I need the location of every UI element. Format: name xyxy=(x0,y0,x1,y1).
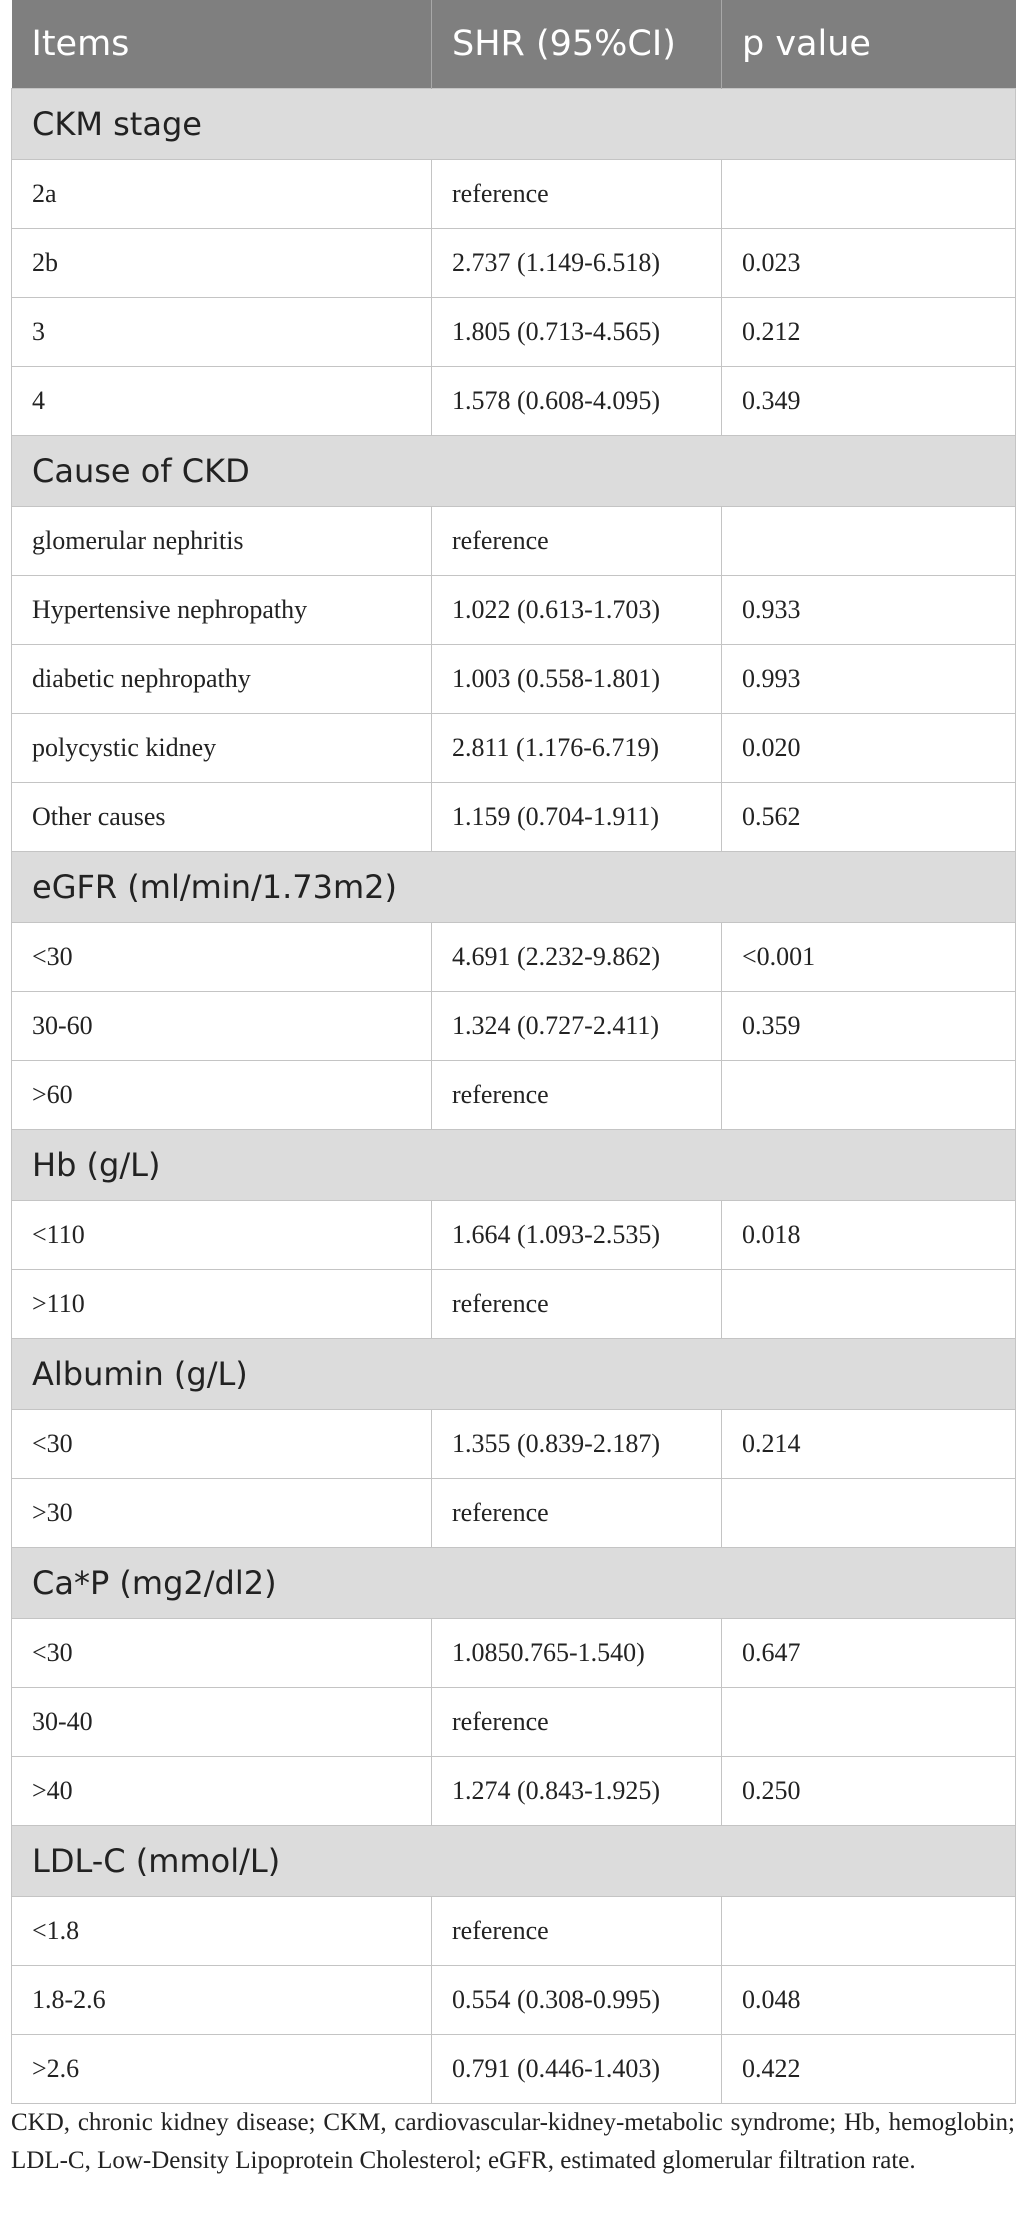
cell-item: 1.8-2.6 xyxy=(12,1966,432,2035)
group-title: Cause of CKD xyxy=(12,436,1016,507)
results-table-container xyxy=(11,0,1015,2104)
group-row xyxy=(12,1548,1016,1619)
group-row xyxy=(12,89,1016,160)
group-row xyxy=(12,1130,1016,1201)
cell-item: 2a xyxy=(12,160,432,229)
cell-item: Hypertensive nephropathy xyxy=(12,576,432,645)
group-row xyxy=(12,436,1016,507)
table-row xyxy=(12,229,1016,298)
cell-item: >60 xyxy=(12,1061,432,1130)
table-row xyxy=(12,1897,1016,1966)
cell-shr: 0.554 (0.308-0.995) xyxy=(432,1966,722,2035)
table-row xyxy=(12,1201,1016,1270)
cell-p-value: 0.933 xyxy=(722,576,1016,645)
cell-shr: reference xyxy=(432,160,722,229)
cell-p-value: 0.212 xyxy=(722,298,1016,367)
cell-item: glomerular nephritis xyxy=(12,507,432,576)
cell-item: Other causes xyxy=(12,783,432,852)
cell-shr: reference xyxy=(432,507,722,576)
table-row xyxy=(12,645,1016,714)
cell-p-value xyxy=(722,160,1016,229)
table-row xyxy=(12,1061,1016,1130)
cell-item: <110 xyxy=(12,1201,432,1270)
group-title: Hb (g/L) xyxy=(12,1130,1016,1201)
cell-p-value: 0.214 xyxy=(722,1410,1016,1479)
cell-shr: 1.805 (0.713-4.565) xyxy=(432,298,722,367)
table-row xyxy=(12,367,1016,436)
cell-shr: reference xyxy=(432,1479,722,1548)
cell-p-value: 0.993 xyxy=(722,645,1016,714)
cell-item: <30 xyxy=(12,923,432,992)
cell-p-value xyxy=(722,1897,1016,1966)
group-title: LDL-C (mmol/L) xyxy=(12,1826,1016,1897)
cell-item: >30 xyxy=(12,1479,432,1548)
cell-shr: 4.691 (2.232-9.862) xyxy=(432,923,722,992)
table-row xyxy=(12,714,1016,783)
group-title: CKM stage xyxy=(12,89,1016,160)
cell-p-value: 0.647 xyxy=(722,1619,1016,1688)
header-p-value: p value xyxy=(722,0,1016,89)
cell-item: <30 xyxy=(12,1619,432,1688)
table-row xyxy=(12,507,1016,576)
cell-shr: reference xyxy=(432,1270,722,1339)
cell-p-value xyxy=(722,1688,1016,1757)
table-header xyxy=(12,0,1016,89)
table-row xyxy=(12,298,1016,367)
cell-p-value xyxy=(722,1270,1016,1339)
table-row xyxy=(12,1688,1016,1757)
cell-item: polycystic kidney xyxy=(12,714,432,783)
cell-p-value: 0.048 xyxy=(722,1966,1016,2035)
cell-shr: reference xyxy=(432,1897,722,1966)
cell-p-value xyxy=(722,507,1016,576)
cell-p-value: 0.349 xyxy=(722,367,1016,436)
cell-item: 30-40 xyxy=(12,1688,432,1757)
cell-item: diabetic nephropathy xyxy=(12,645,432,714)
cell-shr: 1.0850.765-1.540) xyxy=(432,1619,722,1688)
cell-p-value xyxy=(722,1061,1016,1130)
table-row xyxy=(12,576,1016,645)
cell-shr: reference xyxy=(432,1688,722,1757)
cell-p-value: 0.250 xyxy=(722,1757,1016,1826)
cell-item: 4 xyxy=(12,367,432,436)
cell-shr: 1.324 (0.727-2.411) xyxy=(432,992,722,1061)
cell-item: >110 xyxy=(12,1270,432,1339)
table-row xyxy=(12,160,1016,229)
cell-item: 2b xyxy=(12,229,432,298)
table-body xyxy=(12,89,1016,2104)
cell-p-value: <0.001 xyxy=(722,923,1016,992)
table-row xyxy=(12,783,1016,852)
cell-item: >40 xyxy=(12,1757,432,1826)
cell-item: >2.6 xyxy=(12,2035,432,2104)
cell-p-value: 0.359 xyxy=(722,992,1016,1061)
cell-p-value: 0.018 xyxy=(722,1201,1016,1270)
cell-p-value: 0.422 xyxy=(722,2035,1016,2104)
group-row xyxy=(12,852,1016,923)
group-title: Ca*P (mg2/dl2) xyxy=(12,1548,1016,1619)
cell-p-value: 0.023 xyxy=(722,229,1016,298)
cell-shr: 1.274 (0.843-1.925) xyxy=(432,1757,722,1826)
table-row xyxy=(12,2035,1016,2104)
header-shr: SHR (95%CI) xyxy=(432,0,722,89)
cell-p-value: 0.020 xyxy=(722,714,1016,783)
group-title: eGFR (ml/min/1.73m2) xyxy=(12,852,1016,923)
cell-item: 3 xyxy=(12,298,432,367)
table-row xyxy=(12,992,1016,1061)
cell-shr: 1.003 (0.558-1.801) xyxy=(432,645,722,714)
group-title: Albumin (g/L) xyxy=(12,1339,1016,1410)
table-row xyxy=(12,1410,1016,1479)
cell-item: 30-60 xyxy=(12,992,432,1061)
cell-p-value xyxy=(722,1479,1016,1548)
table-row xyxy=(12,1270,1016,1339)
cell-shr: 1.664 (1.093-2.535) xyxy=(432,1201,722,1270)
shr-results-table xyxy=(11,0,1016,2104)
cell-item: <30 xyxy=(12,1410,432,1479)
cell-shr: 2.811 (1.176-6.719) xyxy=(432,714,722,783)
cell-shr: 0.791 (0.446-1.403) xyxy=(432,2035,722,2104)
table-footnote: CKD, chronic kidney disease; CKM, cardiovascular-kidney-metabolic syndrome; Hb, hemoglobin; LDL-C, Low-Density Lipoprotein Cholesterol; eGFR, estimated glomerular filtration rate. xyxy=(11,2109,1015,2174)
table-row xyxy=(12,1757,1016,1826)
header-row xyxy=(12,0,1016,89)
header-items: Items xyxy=(12,0,432,89)
cell-item: <1.8 xyxy=(12,1897,432,1966)
group-row xyxy=(12,1339,1016,1410)
cell-shr: 1.022 (0.613-1.703) xyxy=(432,576,722,645)
table-row xyxy=(12,1619,1016,1688)
cell-shr: 2.737 (1.149-6.518) xyxy=(432,229,722,298)
table-row xyxy=(12,923,1016,992)
table-row xyxy=(12,1479,1016,1548)
group-row xyxy=(12,1826,1016,1897)
cell-shr: reference xyxy=(432,1061,722,1130)
cell-shr: 1.159 (0.704-1.911) xyxy=(432,783,722,852)
cell-shr: 1.355 (0.839-2.187) xyxy=(432,1410,722,1479)
cell-shr: 1.578 (0.608-4.095) xyxy=(432,367,722,436)
table-row xyxy=(12,1966,1016,2035)
cell-p-value: 0.562 xyxy=(722,783,1016,852)
